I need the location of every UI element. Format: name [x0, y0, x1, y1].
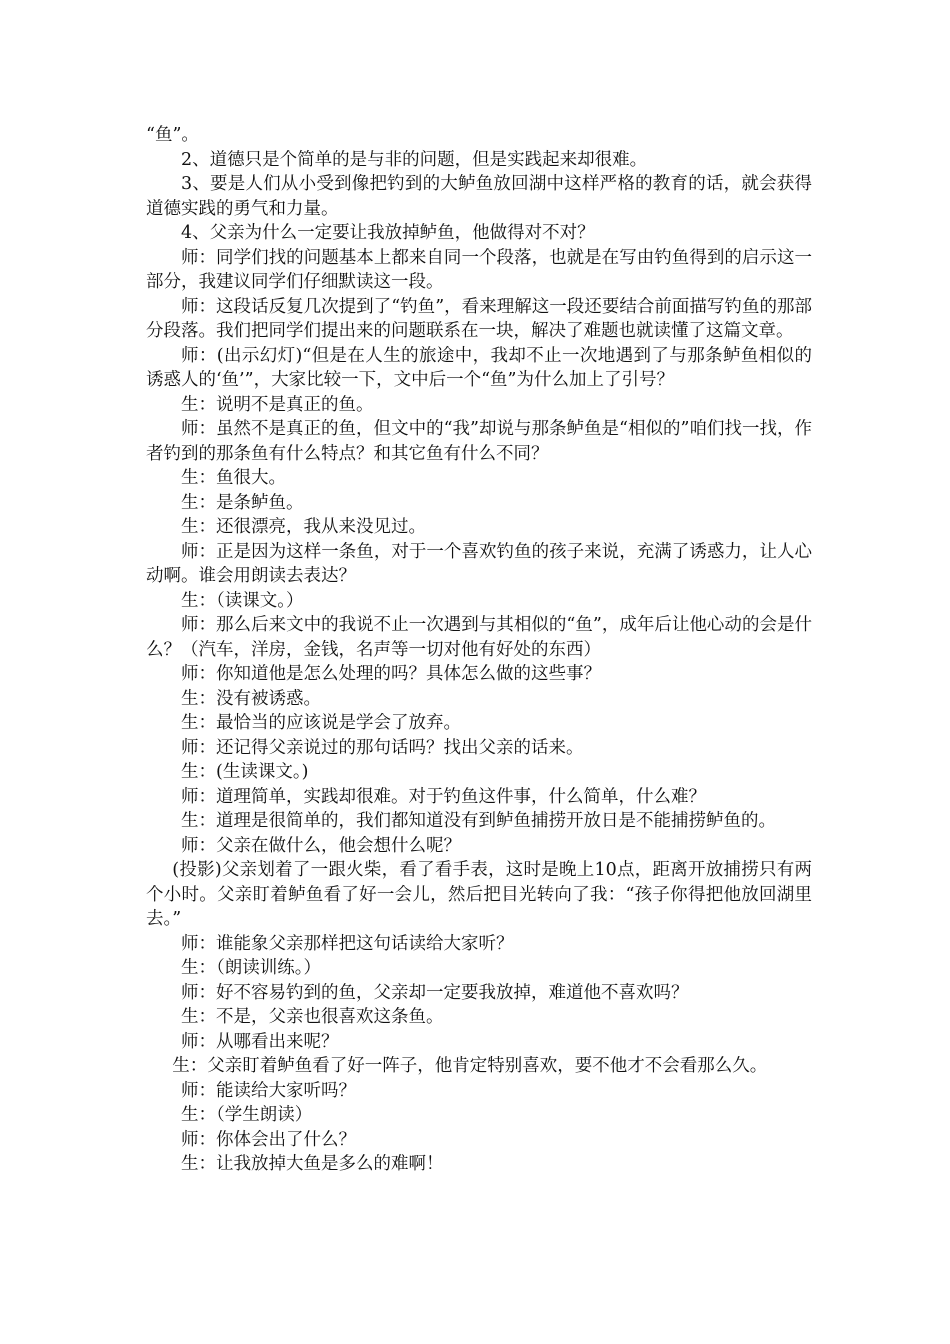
paragraph: “鱼”。 — [146, 125, 199, 145]
paragraph: 生：（学生朗读） — [181, 1105, 313, 1125]
paragraph: 师：道理简单，实践却很难。对于钓鱼这件事，什么简单，什么难？ — [181, 786, 706, 807]
paragraph: 师：好不容易钓到的鱼，父亲却一定要我放掉，难道他不喜欢吗？ — [181, 982, 689, 1003]
paragraph: 生：(生读课文。) — [181, 762, 309, 782]
paragraph: 4、父亲为什么一定要让我放掉鲈鱼，他做得对不对？ — [181, 223, 595, 243]
paragraph: 师：(出示幻灯)“但是在人生的旅途中，我却不止一次地遇到了与那条鲈鱼相似的诱惑人的‘鱼’”，大家比较一下，文中后一个“鱼”为什么加上了引号？ — [146, 345, 812, 390]
paragraph: 师：从哪看出来呢？ — [181, 1031, 339, 1052]
paragraph: 生：（读课文。） — [181, 590, 304, 611]
paragraph: 生：鱼很大。 — [181, 468, 286, 488]
paragraph: 师：那么后来文中的我说不止一次遇到与其相似的“鱼”，成年后让他心动的会是什么？（汽车，洋房，金钱，名声等一切对他有好处的东西） — [146, 615, 812, 660]
paragraph: 生：父亲盯着鲈鱼看了好一阵子，他肯定特别喜欢，要不他才不会看那么久。 — [172, 1056, 768, 1076]
paragraph: 师：你体会出了什么？ — [181, 1129, 356, 1150]
document-page — [146, 123, 812, 1177]
paragraph: 生：还很漂亮，我从来没见过。 — [181, 517, 426, 537]
paragraph: 师：还记得父亲说过的那句话吗？找出父亲的话来。 — [181, 737, 584, 758]
paragraph: 师：正是因为这样一条鱼，对于一个喜欢钓鱼的孩子来说，充满了诱惑力，让人心动啊。谁会用朗读去表达？ — [146, 541, 812, 586]
paragraph: 师：你知道他是怎么处理的吗？具体怎么做的这些事？ — [181, 664, 601, 684]
paragraph: 生：说明不是真正的鱼。 — [181, 394, 374, 415]
paragraph: 生：（朗读训练。） — [181, 958, 321, 978]
paragraph: 生：没有被诱惑。 — [181, 688, 321, 709]
paragraph: 师：能读给大家听吗？ — [181, 1080, 356, 1101]
paragraph: 师：同学们找的问题基本上都来自同一个段落，也就是在写由钓鱼得到的启示这一部分，我建议同学们仔细默读这一段。 — [146, 247, 812, 292]
paragraph: 2、道德只是个简单的是与非的问题，但是实践起来却很难。 — [181, 149, 648, 170]
paragraph: 师：父亲在做什么，他会想什么呢？ — [181, 835, 461, 856]
paragraph: 生：道理是很简单的，我们都知道没有到鲈鱼捕捞开放日是不能捕捞鲈鱼的。 — [181, 811, 776, 831]
paragraph: (投影)父亲划着了一跟火柴，看了看手表，这时是晚上10点，距离开放捕捞只有两个小时。父亲盯着鲈鱼看了好一会儿，然后把目光转向了我：“孩子你得把他放回湖里去。” — [146, 860, 812, 929]
paragraph: 生：让我放掉大鱼是多么的难啊！ — [181, 1154, 444, 1174]
paragraph: 师：谁能象父亲那样把这句话读给大家听？ — [181, 933, 514, 954]
paragraph: 师：虽然不是真正的鱼，但文中的“我”却说与那条鲈鱼是“相似的”咱们找一找，作者钓到的那条鱼有什么特点？和其它鱼有什么不同？ — [146, 419, 812, 464]
paragraph: 生：最恰当的应该说是学会了放弃。 — [181, 713, 461, 733]
paragraph: 师：这段话反复几次提到了“钓鱼”，看来理解这一段还要结合前面描写钓鱼的那部分段落。我们把同学们提出来的问题联系在一块，解决了难题也就读懂了这篇文章。 — [146, 296, 812, 341]
paragraph: 生：不是，父亲也很喜欢这条鱼。 — [181, 1007, 444, 1027]
paragraph: 生：是条鲈鱼。 — [181, 492, 304, 513]
paragraph: 3、要是人们从小受到像把钓到的大鲈鱼放回湖中这样严格的教育的话，就会获得道德实践的勇气和力量。 — [146, 174, 812, 219]
